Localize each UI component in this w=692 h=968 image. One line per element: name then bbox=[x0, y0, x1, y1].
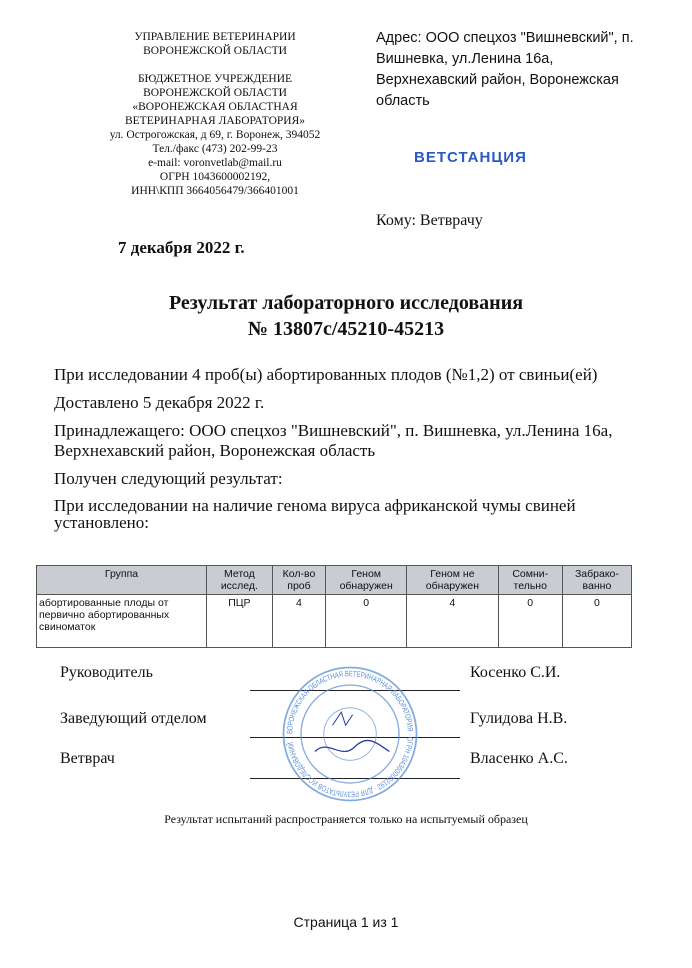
header-line: ВЕТЕРИНАРНАЯ ЛАБОРАТОРИЯ» bbox=[124, 115, 306, 127]
header-line: e-mail: voronvetlab@mail.ru bbox=[148, 157, 282, 169]
header-line: ул. Острогожская, д 69, г. Воронеж, 394052 bbox=[109, 129, 321, 141]
header-line: «ВОРОНЕЖСКАЯ ОБЛАСТНАЯ bbox=[132, 101, 298, 113]
paragraph: Принадлежащего: ООО спецхоз "Вишневский", п. Вишневка, ул.Ленина 16а, Верхнехавский район, Воронежская область bbox=[54, 421, 613, 460]
column-header: Сомни-тельно bbox=[498, 566, 562, 595]
title-text: Результат лабораторного исследования bbox=[168, 292, 524, 314]
signature-scribble bbox=[333, 712, 353, 725]
signature-name: Власенко А.С. bbox=[470, 750, 568, 767]
signature-role: Ветврач bbox=[60, 750, 115, 767]
signature-role: Заведующий отделом bbox=[60, 710, 207, 727]
paragraph: Доставлено 5 декабря 2022 г. bbox=[54, 393, 265, 412]
header-line: ВОРОНЕЖСКОЙ ОБЛАСТИ bbox=[143, 87, 287, 99]
svg-text:ВОРОНЕЖСКАЯ ОБЛАСТНАЯ ВЕТЕРИНА bbox=[285, 669, 415, 799]
column-header: Группа bbox=[37, 566, 207, 595]
cell-rejected: 0 bbox=[562, 595, 631, 648]
recipient: Кому: Ветврачу bbox=[376, 212, 483, 229]
header-line: ОГРН 1043600002192, bbox=[159, 171, 271, 183]
paragraph: Получен следующий результат: bbox=[54, 469, 283, 488]
seal-text: ВОРОНЕЖСКАЯ ОБЛАСТНАЯ ВЕТЕРИНАРНАЯ ЛАБОРАТОРИЯ · ОГРН 1043600002192 · ДЛЯ РЕЗУЛЬТАТОВ ИССЛЕДОВАНИЙ bbox=[285, 669, 415, 799]
cell-sample-count: 4 bbox=[272, 595, 325, 648]
signature-role: Руководитель bbox=[60, 664, 153, 681]
column-header: Кол-во проб bbox=[272, 566, 325, 595]
results-table bbox=[36, 565, 632, 648]
column-header: Геном не обнаружен bbox=[407, 566, 498, 595]
page-number: Страница 1 из 1 bbox=[293, 914, 399, 930]
header-line: ИНН\КПП 3664056479/366401001 bbox=[131, 185, 299, 197]
cell-not-detected: 4 bbox=[407, 595, 498, 648]
cell-doubtful: 0 bbox=[498, 595, 562, 648]
column-header: Забрако-ванно bbox=[562, 566, 631, 595]
disclaimer-note: Результат испытаний распространяется только на испытуемый образец bbox=[164, 812, 528, 826]
table-row bbox=[37, 595, 632, 648]
lab-header bbox=[70, 30, 360, 198]
document-date: 7 декабря 2022 г. bbox=[118, 238, 245, 257]
column-header: Геном обнаружен bbox=[326, 566, 407, 595]
header-line: БЮДЖЕТНОЕ УЧРЕЖДЕНИЕ bbox=[137, 73, 293, 85]
signature-name: Косенко С.И. bbox=[470, 664, 561, 681]
header-line: ВОРОНЕЖСКОЙ ОБЛАСТИ bbox=[143, 45, 287, 57]
header-line: Тел./факс (473) 202-99-23 bbox=[152, 143, 278, 155]
document-body bbox=[54, 365, 634, 539]
cell-group: абортированные плоды от первично абортированных свиноматок bbox=[37, 595, 207, 648]
official-seal bbox=[280, 664, 420, 804]
paragraph: При исследовании 4 проб(ы) абортированных плодов (№1,2) от свиньи(ей) bbox=[54, 365, 598, 384]
vetstation-stamp: ВЕТСТАНЦИЯ bbox=[414, 149, 527, 166]
recipient-address: Адрес: ООО спецхоз "Вишневский", п. Вишневка, ул.Ленина 16а, Верхнехавский район, Воронежская область bbox=[376, 30, 634, 109]
paragraph: При исследовании на наличие генома вируса африканской чумы свиней установлено: bbox=[54, 496, 576, 532]
cell-detected: 0 bbox=[326, 595, 407, 648]
result-number: № 13807с/45210-45213 bbox=[247, 318, 445, 340]
cell-method: ПЦР bbox=[207, 595, 273, 648]
column-header: Метод исслед. bbox=[207, 566, 273, 595]
header-line: УПРАВЛЕНИЕ ВЕТЕРИНАРИИ bbox=[134, 31, 296, 43]
signature-name: Гулидова Н.В. bbox=[470, 710, 568, 727]
document-title bbox=[0, 290, 692, 342]
table-header-row bbox=[37, 566, 632, 595]
